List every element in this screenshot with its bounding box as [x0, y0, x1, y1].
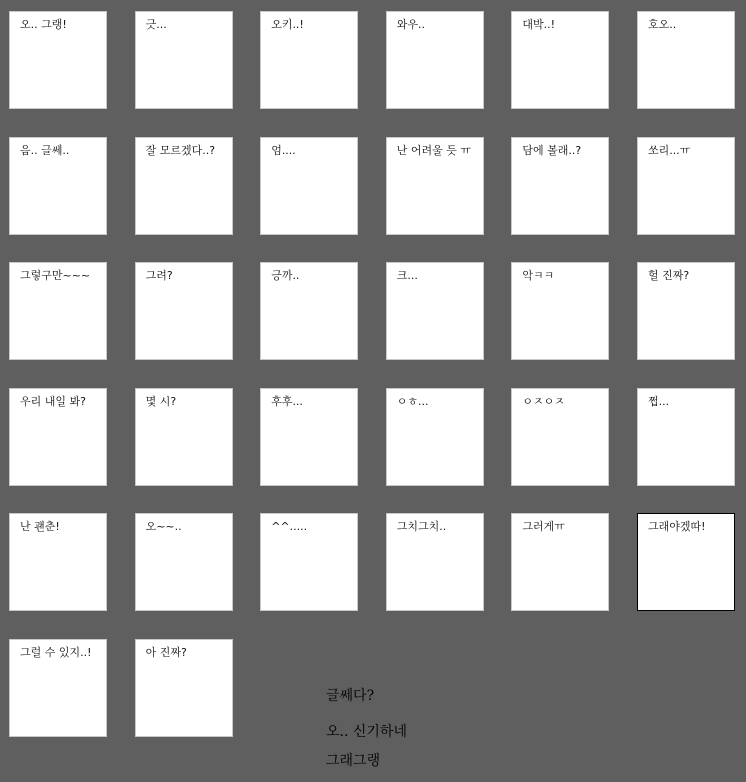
reply-card-label: 악ㅋㅋ: [522, 269, 555, 283]
reply-card[interactable]: [386, 11, 484, 109]
reply-card[interactable]: [260, 262, 358, 360]
reply-card-label: 호오..: [647, 18, 677, 31]
reply-card-label: 쩝...: [647, 394, 670, 408]
reply-card[interactable]: [9, 137, 107, 235]
reply-card[interactable]: [386, 262, 484, 360]
reply-card-label: 그래야겠따!: [647, 520, 706, 534]
reply-card[interactable]: [260, 513, 358, 611]
floating-text-item: 오.. 신기하네: [326, 724, 407, 740]
reply-card[interactable]: [386, 137, 484, 235]
reply-card-label: 긍까..: [271, 269, 300, 283]
reply-card-label: 몇 시?: [145, 394, 177, 408]
reply-card-label: 그럴 수 있지..!: [20, 645, 92, 659]
reply-card-label: ^^.....: [271, 520, 308, 534]
reply-card-label: 후후...: [271, 394, 303, 408]
reply-card[interactable]: [637, 11, 735, 109]
reply-card[interactable]: [511, 11, 609, 109]
reply-card-selected[interactable]: [637, 513, 735, 611]
reply-card-label: 와우..: [396, 18, 426, 31]
reply-card-label: ㅇㅎ...: [396, 394, 429, 408]
reply-card-label: 그렇구만~~~: [20, 269, 91, 283]
reply-card[interactable]: [637, 388, 735, 486]
reply-card-label: ㅇㅈㅇㅈ: [522, 394, 565, 408]
reply-card-label: 쏘리...ㅠ: [647, 143, 691, 157]
reply-card[interactable]: [135, 639, 233, 737]
reply-card[interactable]: [135, 11, 233, 109]
reply-card[interactable]: [511, 513, 609, 611]
reply-card-label: 그려?: [145, 269, 173, 283]
reply-card-label: 긋...: [145, 18, 167, 31]
reply-card[interactable]: [386, 388, 484, 486]
floating-text-item: 그래그랭: [326, 753, 381, 769]
reply-card-label: 난 어려울 듯 ㅠ: [396, 143, 472, 157]
reply-card[interactable]: [511, 262, 609, 360]
reply-card-label: 담에 볼래..?: [522, 143, 582, 157]
reply-card-label: 아 진짜?: [145, 645, 187, 659]
reply-card[interactable]: [637, 137, 735, 235]
reply-card[interactable]: [260, 388, 358, 486]
reply-card-label: 음.. 글쎄..: [20, 143, 70, 157]
reply-card-label: 잘 모르겠다..?: [145, 143, 216, 157]
reply-card[interactable]: [511, 137, 609, 235]
reply-card-label: 엄....: [271, 143, 296, 157]
reply-card[interactable]: [9, 11, 107, 109]
reply-card[interactable]: [260, 11, 358, 109]
reply-card-label: 대박..!: [522, 18, 556, 31]
reply-card-label: 크...: [396, 269, 418, 283]
reply-card[interactable]: [135, 388, 233, 486]
reply-card[interactable]: [9, 639, 107, 737]
reply-card[interactable]: [386, 513, 484, 611]
reply-card-label: 오키..!: [271, 18, 304, 31]
reply-card-label: 헐 진짜?: [647, 269, 690, 283]
reply-card[interactable]: [260, 137, 358, 235]
reply-card[interactable]: [135, 262, 233, 360]
reply-card-label: 우리 내일 봐?: [20, 394, 86, 408]
reply-card[interactable]: [135, 137, 233, 235]
reply-card-label: 그러게ㅠ: [522, 520, 565, 534]
floating-text-item: 글쎄다?: [326, 688, 375, 704]
reply-card-grid: [9, 11, 735, 737]
reply-card[interactable]: [135, 513, 233, 611]
reply-card-label: 그치그치..: [396, 520, 447, 534]
reply-card-label: 오.. 그랭!: [20, 18, 67, 31]
reply-card[interactable]: [637, 262, 735, 360]
reply-card[interactable]: [9, 388, 107, 486]
reply-card[interactable]: [511, 388, 609, 486]
reply-card-label: 오~~..: [145, 520, 182, 534]
reply-card[interactable]: [9, 262, 107, 360]
reply-card[interactable]: [9, 513, 107, 611]
reply-card-label: 난 괜춘!: [20, 520, 60, 534]
